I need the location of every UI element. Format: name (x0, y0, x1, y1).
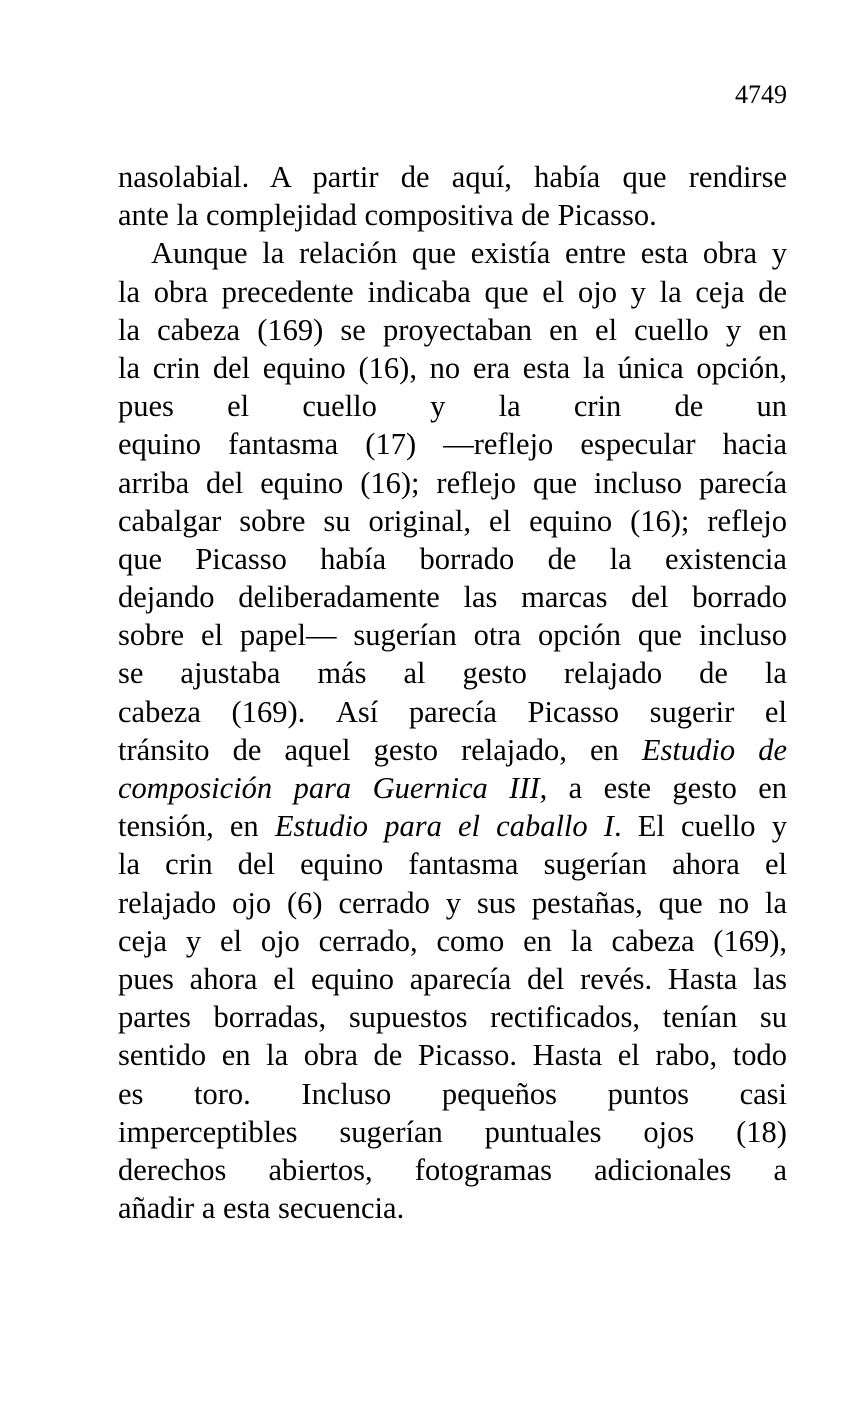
text-line: ante la complejidad compositiva de Picasso. (118, 198, 657, 233)
text-line: Aunque la relación que existía entre esta obra y (151, 236, 787, 271)
text-line: sentido en la obra de Picasso. Hasta el rabo, todo (118, 1038, 787, 1073)
text-line: tensión, en Estudio para el caballo I. El cuello y (118, 809, 787, 844)
italic-title: Estudio para el caballo I (274, 809, 614, 844)
text-line: la crin del equino fantasma sugerían ahora el (118, 847, 787, 882)
page-number: 4749 (735, 80, 787, 109)
text-line: pues el cuello y la crin de un (118, 389, 787, 424)
text-line: la crin del equino (16), no era esta la única opción, (118, 350, 787, 385)
text-line: cabeza (169). Así parecía Picasso sugerir el (118, 694, 787, 729)
text-line: derechos abiertos, fotogramas adicionales a (118, 1152, 787, 1187)
text-line: ceja y el ojo cerrado, como en la cabeza (169), (118, 923, 787, 958)
text-line: sobre el papel— sugerían otra opción que incluso (118, 618, 787, 653)
text-line: composición para Guernica III, a este gesto en (118, 771, 788, 805)
text-line: la cabeza (169) se proyectaban en el cuello y en (118, 312, 787, 347)
text-line: pues ahora el equino aparecía del revés. Hasta las (118, 961, 787, 996)
text-line: se ajustaba más al gesto relajado de la (118, 656, 787, 691)
italic-title: Estudio de (641, 732, 787, 767)
text-line: imperceptibles sugerían puntuales ojos (18) (118, 1114, 787, 1149)
text-line: que Picasso había borrado de la existencia (118, 541, 787, 576)
text-line: la obra precedente indicaba que el ojo y la ceja de (118, 274, 787, 309)
text-line: es toro. Incluso pequeños puntos casi (118, 1076, 787, 1111)
text-line: partes borradas, supuestos rectificados, tenían su (118, 1000, 787, 1035)
text-line: añadir a esta secuencia. (118, 1191, 405, 1226)
text-line: cabalgar sobre su original, el equino (16); reflejo (118, 503, 787, 538)
italic-title: composición para Guernica III (118, 771, 540, 805)
body-text (118, 158, 787, 1227)
text-line: relajado ojo (6) cerrado y sus pestañas, que no la (118, 885, 787, 920)
text-line: equino fantasma (17) —reflejo especular hacia (118, 427, 787, 462)
text-line: arriba del equino (16); reflejo que incluso parecía (118, 465, 787, 500)
text-line: dejando deliberadamente las marcas del borrado (118, 580, 787, 615)
text-line: tránsito de aquel gesto relajado, en Estudio de (118, 732, 787, 767)
text-line: nasolabial. A partir de aquí, había que rendirse (118, 160, 787, 194)
